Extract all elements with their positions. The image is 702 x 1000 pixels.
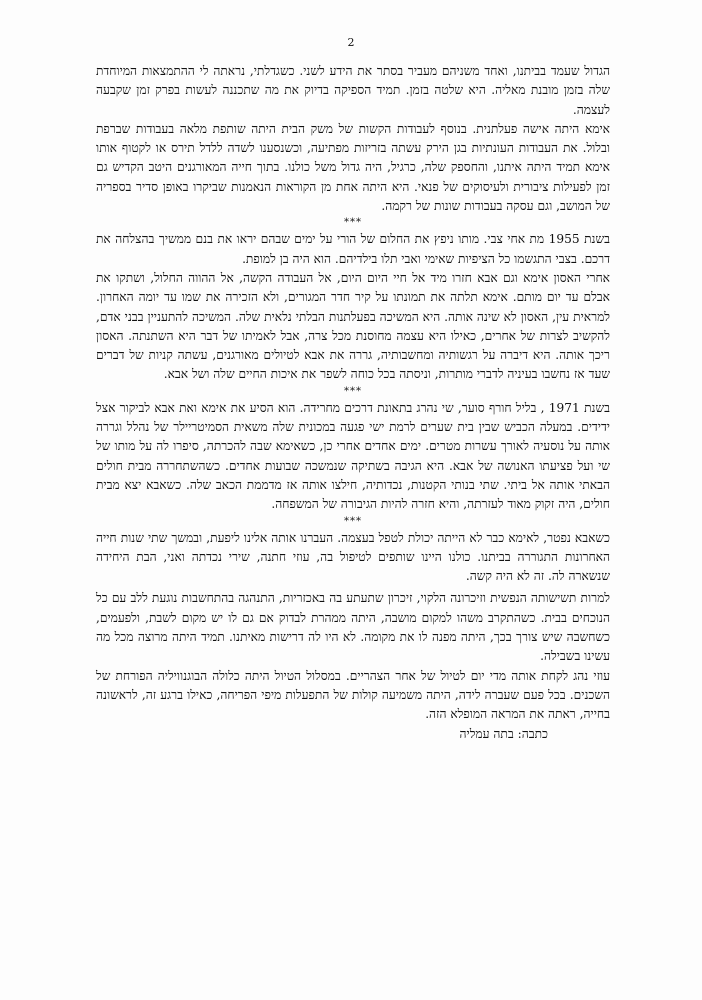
section-separator: *** [344, 385, 362, 397]
paragraph-5: בשנת 1971 , בליל חורף סוער, שי נהרג בתאונת דרכים מחרידה. הוא הסיע את אימא ואת אבא לביקור אצל ידידים. במעלה הכביש שבין בית שערים לרמת ישי פגעה במכונית שלה משאית הסמיטריילר של נהלל וגררה אותה על נוסעיה לאורך עשרות מטרים. ימים אחדים אחרי כן, כשאימא שבה להכרתה, סיפרו לה על מותו של שי ועל פציעתו האנושה של אבא. היא הגיבה בשתיקה שנמשכה שבועות אחדים. כשהשתחררה מבית חולים הבאתי אותה אל ביתי. שתי בנותי הקטנות, נכדותיה, חילצו אותה אז מדממת הכאב שלה. כשאבא יצא מבית חולים, היה זקוק מאוד לעזרתה, והיא חזרה להיות הגיבורה של המשפחה. [96, 400, 610, 512]
section-separator: *** [344, 515, 362, 527]
paragraph-1: הגדול שעמד בביתנו, ואחד משניהם מעביר בסתר את הידע לשני. כשגדלתי, נראתה לי ההתמצאות המיוחדת שלה בזמן מובנת מאליה. היא שלטה בזמן. תמיד הספיקה בדיוק את מה שתכננה לעשות בפרק זמן שקבעה לעצמה. [96, 64, 610, 117]
paragraph-3: בשנת 1955 מת אחי צבי. מותו ניפץ את החלום של הורי על ימים שבהם יראו את בנם ממשיך בהצלחה את דרכם. בצבי התגשמו כל הציפיות שאימי ואבי תלו בילדיהם. הוא היה בן למופת. [96, 232, 610, 266]
paragraph-8: עוזי נהג לקחת אותה מדי יום לטיול של אחר הצהריים. במסלול הטיול היתה כלולה הבוגנוויליה הפורחת של השכנים. בכל פעם שעברה לידה, היתה משמיעה קולות של התפעלות מיפי הפריחה, כאילו ברגע זה, לראשונה בחייה, ראתה את המראה המופלא הזה. [96, 668, 610, 722]
page-number: 2 [347, 36, 355, 49]
section-separator: *** [344, 217, 362, 229]
document-body [96, 62, 610, 744]
paragraph-2: אימא היתה אישה פעלתנית. בנוסף לעבודות הקשות של משק הבית היתה שותפת מלאה בעבודות שברפת ובלול. את העבודות העונתיות בגן הירק עשתה בזריזות מפתיעה, וכשנסענו לשדה ללדל תירס או לקטוף אותו אימא תמיד היתה איתנו, והחספק שלה, כרגיל, היה גדול משל כולנו. בתוך חייה המאורגנים היטב הקדיש גם זמן לפעילות ציבורית ולעיסוקים של פנאי. היא היתה אחת מן הקוראות הנאמנות שביקרו באופן סדיר בספריה של המושב, וגם עסקה בעבודות שונות של רקמה. [96, 121, 610, 214]
author-signature: כתבה: בתה עמליה [459, 726, 548, 741]
paragraph-6: כשאבא נפטר, לאימא כבר לא הייתה יכולת לטפל בעצמה. העברנו אותה אלינו ליפעת, ובמשך שתי שנות חייה האחרונות התגוררה בביתנו. כולנו היינו שותפים לטיפול בה, עוזי חתנה, שירי נכדתה ואני, הבת היחידה שנשארה לה. זה לא היה קשה. [96, 530, 610, 584]
paragraph-7: למרות תשישותה הנפשית וזיכרונה הלקוי, זיכרון שתעתע בה באכזריות, התנהגה בהתחשבות נוגעת ללב עם כל הנוכחים בבית. כשהתקרב משהו למקום מושבה, היתה ממהרת לבדוק אם גם לו יש מקום לשבת, ולפעמים, כשחשבה שיש צורך בכך, היתה מפנה לו את מקומה. לא היו לה דרישות מאיתנו. תמיד היתה מרוצה מכל מה עשינו בשבילה. [96, 591, 610, 664]
paragraph-4: אחרי האסון אימא וגם אבא חזרו מיד אל חיי היום היום, אל העבודה הקשה, אל ההווה החלול, ושתקו את אבלם עד יום מותם. אימא תלתה את תמונתו על קיר חדר המגורים, ולא הזכירה את שמו עד יומה האחרון. למראית עין, האסון לא שינה אותה. היא המשיכה בפעלתנות הבלתי נלאית שלה. המשיכה להתעניין בבני אדם, להקשיב לצרות של אחרים, כאילו היא עצמה מחוסנת מכל צרה, אבל לאמיתו של דבר היא השתנתה. האסון ריכך אותה. היא דיברה על רגשותיה ומחשבותיה, גררה את אבא לטיולים מאורגנים, עשתה קניות של דברים שעד אז נחשבו בעיניה לדברי מותרות, וניסתה בכל כוחה לשפר את איכות החיים שלה ושל אבא. [96, 270, 610, 382]
